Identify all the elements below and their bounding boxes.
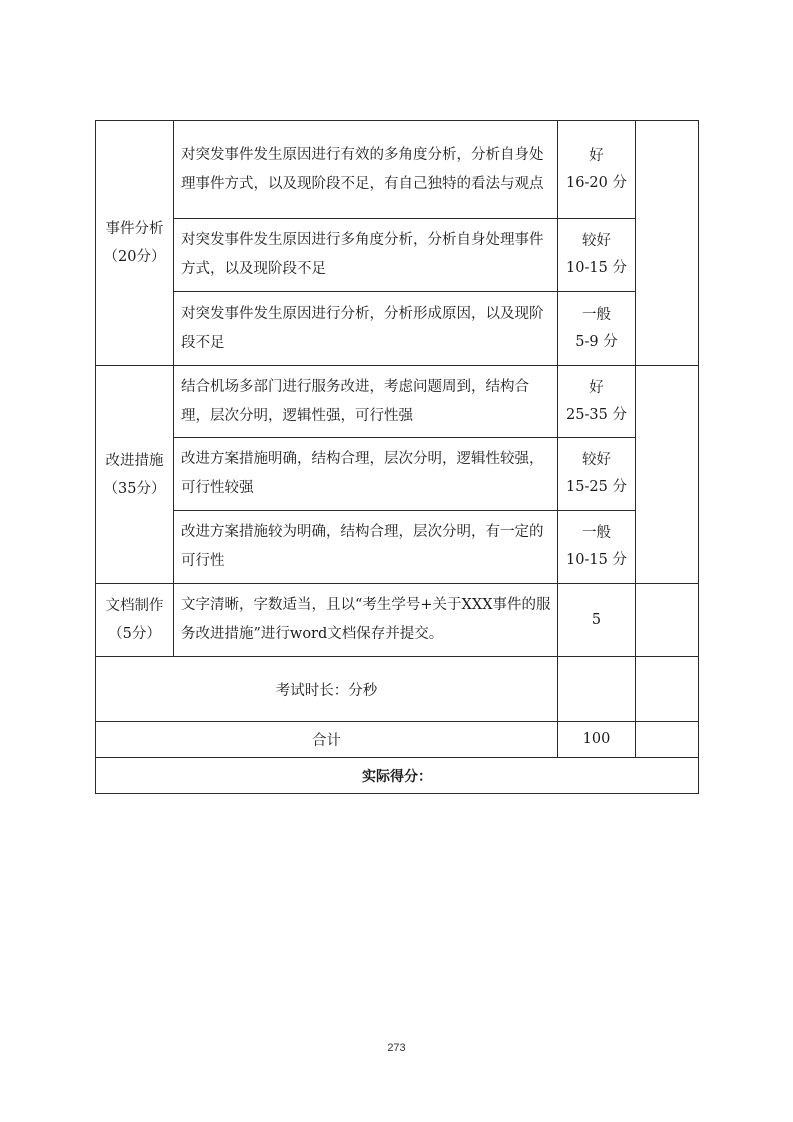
table-row [96,219,699,292]
level-label: 较好 [582,233,611,249]
score-level-cell [558,121,636,219]
criteria-description: 对突发事件发生原因进行有效的多角度分析，分析自身处理事件方式，以及现阶段不足，有自己独特的看法与观点 [174,121,558,219]
score-level-cell [558,219,636,292]
empty-cell [636,722,699,758]
level-label: 较好 [582,452,611,468]
score-level-cell [558,511,636,584]
table-row [96,438,699,511]
criteria-description: 对突发事件发生原因进行分析，分析形成原因，以及现阶段不足 [174,292,558,366]
table-row [96,758,699,794]
score-level-cell [558,292,636,366]
scoring-table [95,120,699,794]
category-points: （20分） [103,249,166,265]
category-points: （35分） [103,480,166,497]
category-cell [96,584,174,657]
page-number: 273 [387,1042,406,1054]
table-row [96,121,699,219]
empty-cell [558,657,636,722]
score-range: 10-15 分 [566,552,627,568]
score-range: 10-15 分 [566,260,627,276]
score-range: 5-9 分 [575,333,618,350]
table-row [96,584,699,657]
criteria-description: 结合机场多部门进行服务改进，考虑问题周到，结构合理，层次分明，逻辑性强，可行性强 [174,366,558,438]
level-label: 好 [589,379,604,396]
category-cell [96,366,174,584]
criteria-description: 对突发事件发生原因进行多角度分析，分析自身处理事件方式，以及现阶段不足 [174,219,558,292]
table-row [96,292,699,366]
actual-score-cell [636,584,699,657]
total-label: 合计 [96,722,558,758]
table-row [96,511,699,584]
category-name: 文档制作 [105,598,164,614]
category-points: （5分） [108,626,161,642]
level-label: 一般 [582,306,611,323]
category-cell [96,121,174,366]
category-name: 事件分析 [105,221,164,237]
criteria-description: 改进方案措施明确，结构合理，层次分明，逻辑性较强，可行性较强 [174,438,558,511]
level-label: 好 [589,147,604,164]
score-range: 15-25 分 [566,479,627,495]
actual-score-cell [636,366,699,584]
level-label: 一般 [582,525,611,541]
total-score: 100 [558,722,636,758]
category-name: 改进措施 [105,452,164,469]
exam-duration: 考试时长：分秒 [96,657,558,722]
criteria-description: 改进方案措施较为明确，结构合理，层次分明，有一定的可行性 [174,511,558,584]
score-value: 5 [558,584,636,657]
table-row [96,657,699,722]
table-row [96,722,699,758]
actual-score-cell [636,121,699,366]
score-range: 25-35 分 [566,406,627,423]
table-row [96,366,699,438]
score-level-cell [558,366,636,438]
actual-score-label: 实际得分： [96,758,699,794]
empty-cell [636,657,699,722]
criteria-description: 文字清晰，字数适当，且以“考生学号+关于XXX事件的服务改进措施”进行word文档保存并提交。 [174,584,558,657]
score-level-cell [558,438,636,511]
score-range: 16-20 分 [566,174,627,191]
